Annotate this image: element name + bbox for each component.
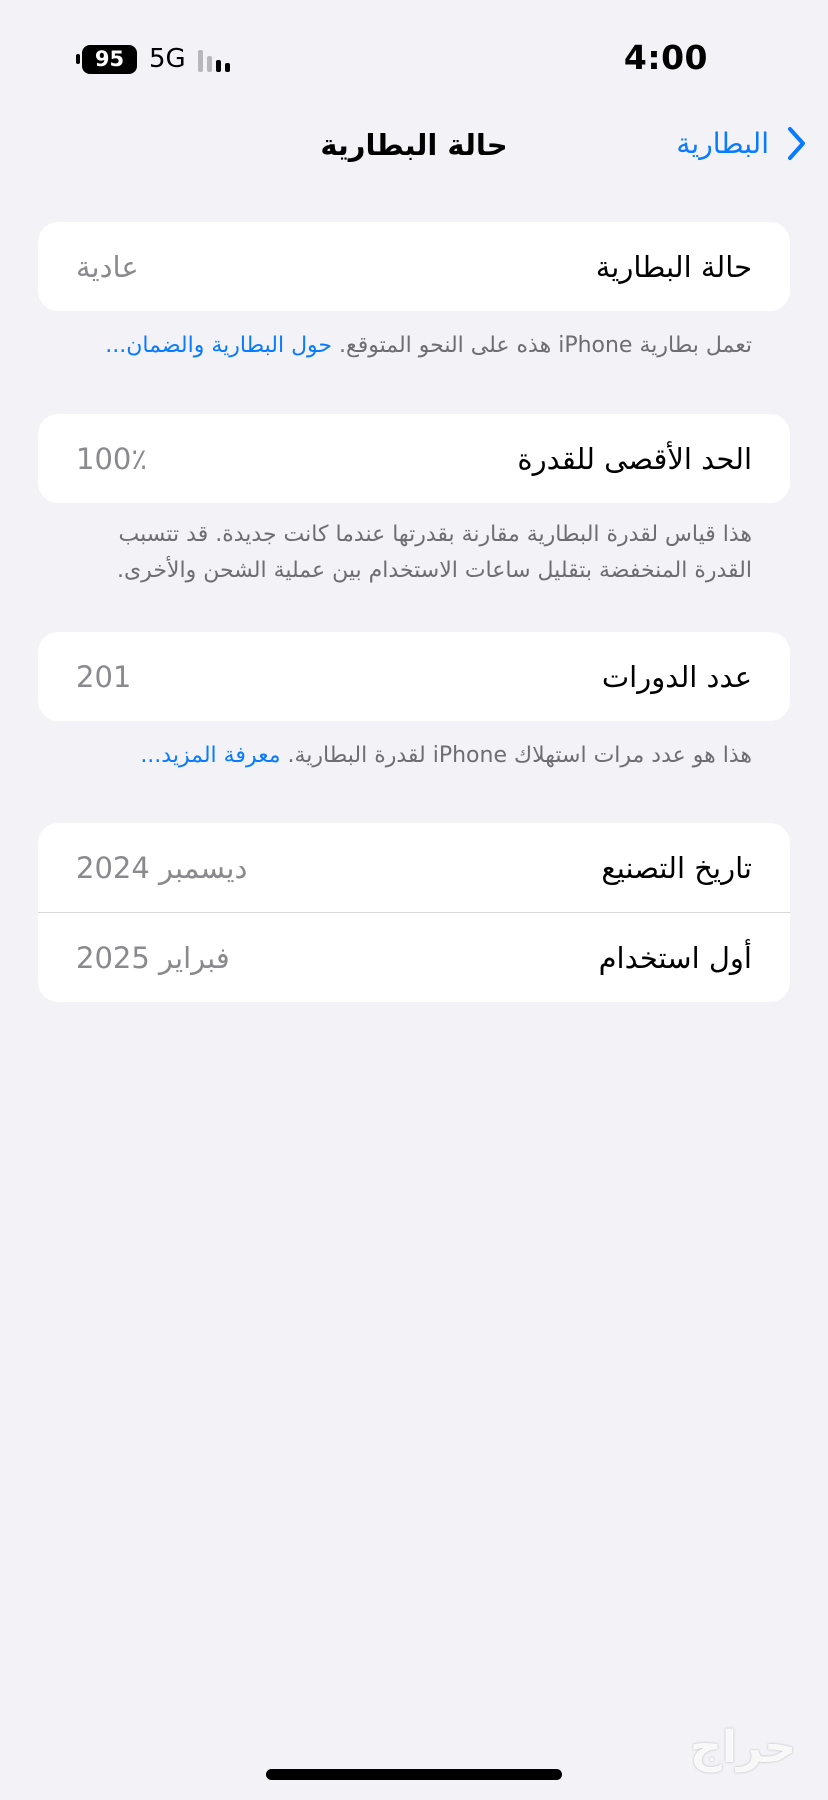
signal-bar — [225, 63, 230, 72]
dates-card — [38, 823, 790, 1002]
battery-health-label: حالة البطارية — [595, 249, 752, 284]
first-use-row — [38, 913, 790, 1002]
cycle-count-card — [38, 632, 790, 721]
back-button-label: البطارية — [676, 127, 769, 160]
battery-health-note — [72, 328, 752, 364]
battery-health-row — [38, 222, 790, 311]
battery-health-note-text: تعمل بطارية iPhone هذه على النحو المتوقع. — [332, 333, 752, 358]
battery-health-card — [38, 222, 790, 311]
battery-terminal — [76, 54, 80, 64]
battery-percent: 95 — [94, 47, 125, 71]
max-capacity-label: الحد الأقصى للقدرة — [517, 441, 752, 476]
page-title: حالة البطارية — [320, 128, 508, 162]
learn-more-link[interactable]: معرفة المزيد... — [140, 743, 281, 768]
status-bar-left — [76, 44, 234, 74]
max-capacity-note-text: هذا قياس لقدرة البطارية مقارنة بقدرتها عندما كانت جديدة. قد تتسبب القدرة المنخفضة بتقليل ساعات الاستخدام بين عملية الشحن والأخرى. — [116, 522, 752, 583]
signal-bar — [207, 56, 212, 72]
home-indicator[interactable] — [266, 1769, 562, 1780]
battery-warranty-link[interactable]: حول البطارية والضمان... — [105, 333, 333, 358]
signal-strength-icon — [198, 46, 234, 72]
signal-bar — [216, 60, 221, 72]
max-capacity-row — [38, 414, 790, 503]
manufacture-date-label: تاريخ التصنيع — [601, 850, 752, 885]
max-capacity-card — [38, 414, 790, 503]
cycle-count-row — [38, 632, 790, 721]
manufacture-date-row — [38, 823, 790, 912]
status-time: 4:00 — [623, 38, 708, 77]
cycle-count-label: عدد الدورات — [601, 659, 752, 694]
watermark-logo: حراج — [690, 1722, 796, 1773]
manufacture-date-value: ديسمبر 2024 — [76, 850, 248, 885]
battery-icon — [82, 45, 137, 74]
cycle-count-note — [72, 738, 752, 774]
battery-health-value: عادية — [76, 249, 139, 284]
cycle-count-value: 201 — [76, 659, 132, 694]
first-use-label: أول استخدام — [598, 940, 752, 975]
max-capacity-value: 100٪ — [76, 441, 147, 476]
signal-bar — [198, 50, 203, 72]
first-use-value: فبراير 2025 — [76, 940, 230, 975]
max-capacity-note — [72, 517, 752, 589]
cycle-count-note-text: هذا هو عدد مرات استهلاك iPhone لقدرة البطارية. — [280, 743, 752, 768]
network-type: 5G — [149, 44, 186, 74]
